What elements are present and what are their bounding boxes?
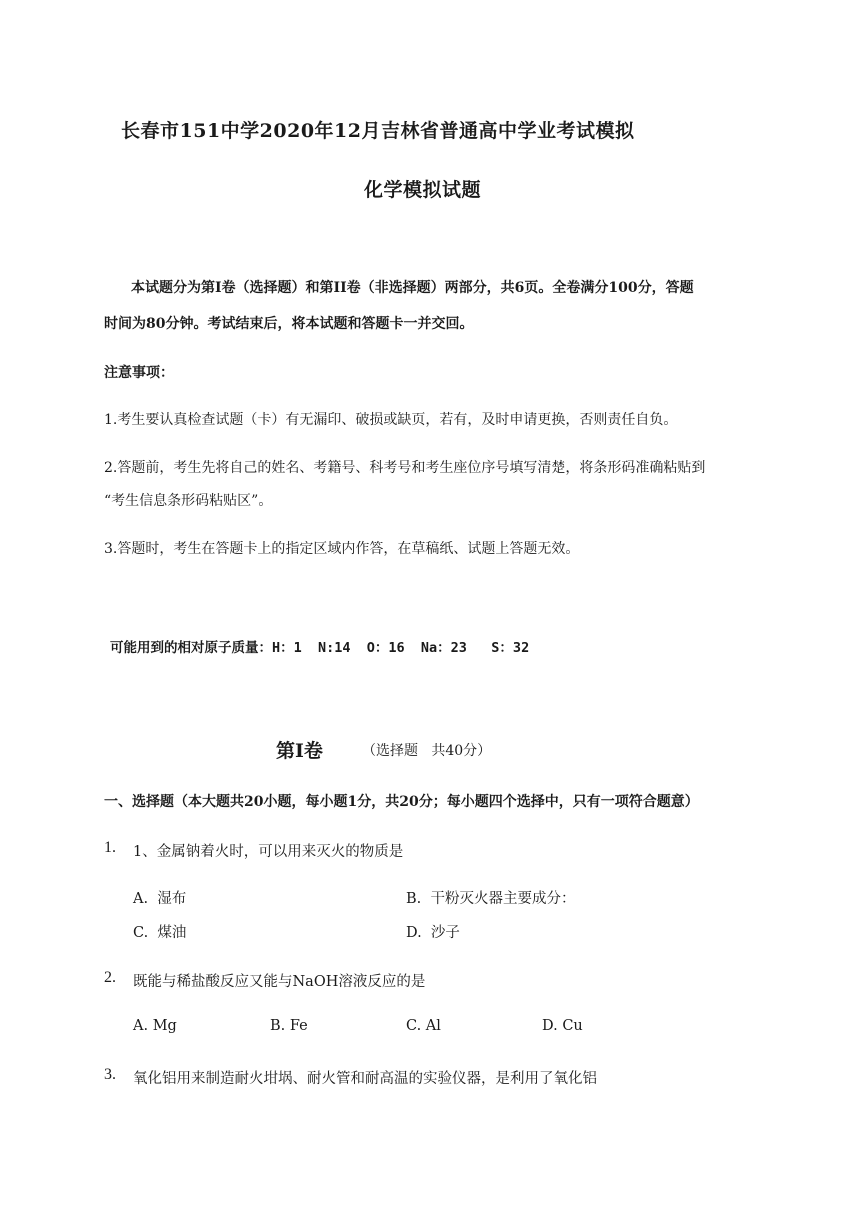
option-a: A. 湿布 — [133, 891, 187, 907]
note-item-2-line1: 2.答题前，考生先将自己的姓名、考籍号、科考号和考生座位序号填写清楚，将条形码准确粘贴到 — [104, 460, 706, 476]
note-item-1: 1.考生要认真检查试题（卡）有无漏印、破损或缺页，若有，及时申请更换，否则责任自负。 — [104, 412, 678, 428]
question-text: 氧化铝用来制造耐火坩埚、耐火管和耐高温的实验仪器，是利用了氧化铝 — [133, 1071, 597, 1087]
option-b: B. 干粉灭火器主要成分： — [406, 891, 576, 907]
question-text: 1、金属钠着火时，可以用来灭火的物质是 — [133, 844, 404, 860]
section1-heading: 一、选择题（本大题共20小题，每小题1分，共20分；每小题四个选择中，只有一项符合题意） — [104, 794, 699, 810]
question-number: 2. — [104, 969, 116, 986]
exam-title-line1: 长春市151中学2020年12月吉林省普通高中学业考试模拟 — [121, 120, 635, 142]
option-a: A. Mg — [133, 1018, 177, 1034]
option-b: B. Fe — [270, 1018, 308, 1034]
atomic-masses: 可能用到的相对原子质量：H：1 N:14 O：16 Na：23 S：32 — [110, 640, 530, 656]
note-item-2-line2: “考生信息条形码粘贴区”。 — [104, 493, 273, 509]
part1-subtitle: （选择题 共40分） — [362, 743, 492, 759]
note-item-3: 3.答题时，考生在答题卡上的指定区域内作答，在草稿纸、试题上答题无效。 — [104, 541, 580, 557]
intro-line1: 本试题分为第Ⅰ卷（选择题）和第II卷（非选择题）两部分，共6页。全卷满分100分，答题 — [131, 280, 694, 296]
part1-heading: 第Ⅰ卷 — [276, 740, 323, 762]
option-c: C. 煤油 — [133, 925, 187, 941]
exam-title-line2: 化学模拟试题 — [364, 179, 482, 201]
notes-heading: 注意事项： — [104, 365, 174, 381]
option-d: D. 沙子 — [406, 925, 460, 941]
option-c: C. Al — [406, 1018, 441, 1034]
question-number: 3. — [104, 1066, 116, 1083]
question-text: 既能与稀盐酸反应又能与NaOH溶液反应的是 — [133, 974, 426, 990]
intro-line2: 时间为80分钟。考试结束后，将本试题和答题卡一并交回。 — [104, 316, 474, 332]
question-number: 1. — [104, 839, 116, 856]
option-d: D. Cu — [542, 1018, 583, 1034]
